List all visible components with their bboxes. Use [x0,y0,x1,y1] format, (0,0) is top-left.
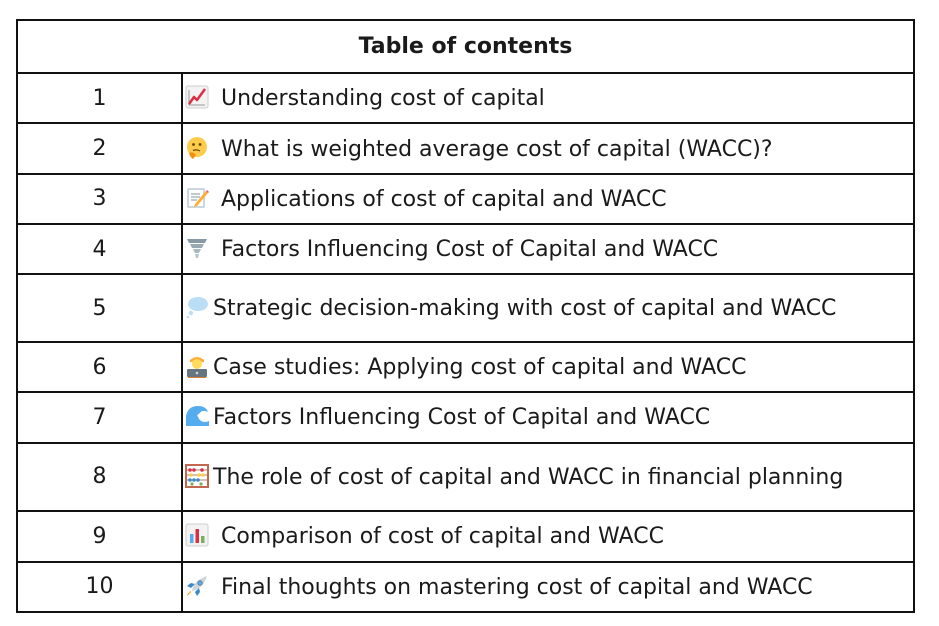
row-title [182,224,914,274]
row-title-text: Factors Influencing Cost of Capital and WACC [221,237,719,263]
row-title-text: Final thoughts on mastering cost of capital and WACC [221,574,813,600]
row-title [182,174,914,224]
row-title [182,511,914,561]
row-title-text: What is weighted average cost of capital (WACC)? [221,136,773,162]
table-of-contents [16,19,915,613]
chart-increasing-icon [185,85,211,109]
row-title [182,562,914,612]
row-title [182,443,914,512]
thought-balloon-icon [185,295,211,319]
water-wave-icon [185,404,211,428]
row-number: 4 [17,224,182,274]
technologist-icon [185,354,211,378]
row-title [182,274,914,342]
row-number: 3 [17,174,182,224]
rocket-icon [185,574,211,598]
row-number: 10 [17,562,182,612]
row-number: 1 [17,73,182,123]
table-row [17,274,914,342]
table-row [17,392,914,442]
row-number: 7 [17,392,182,442]
row-title [182,342,914,392]
row-title-text: Factors Influencing Cost of Capital and WACC [213,405,711,431]
row-number: 8 [17,443,182,512]
abacus-icon [185,464,211,488]
row-title-text: Applications of cost of capital and WACC [221,186,667,212]
row-number: 5 [17,274,182,342]
row-number: 9 [17,511,182,561]
table-row [17,562,914,612]
tornado-icon [185,236,211,260]
table-row [17,342,914,392]
row-title-text: The role of cost of capital and WACC in financial planning [213,464,844,490]
table-title: Table of contents [17,20,914,73]
memo-icon [185,186,211,210]
row-title-text: Strategic decision-making with cost of capital and WACC [213,296,837,322]
row-title [182,392,914,442]
row-title-text: Comparison of cost of capital and WACC [221,524,664,550]
row-number: 2 [17,123,182,173]
bar-chart-icon [185,523,211,547]
row-number: 6 [17,342,182,392]
table-row [17,224,914,274]
row-title-text: Case studies: Applying cost of capital and WACC [213,355,747,381]
table-row [17,443,914,512]
table-row [17,174,914,224]
row-title [182,73,914,123]
header-row [17,20,914,73]
table-row [17,511,914,561]
table-row [17,123,914,173]
table-row [17,73,914,123]
thinking-face-icon [185,136,211,160]
row-title [182,123,914,173]
row-title-text: Understanding cost of capital [221,86,545,112]
